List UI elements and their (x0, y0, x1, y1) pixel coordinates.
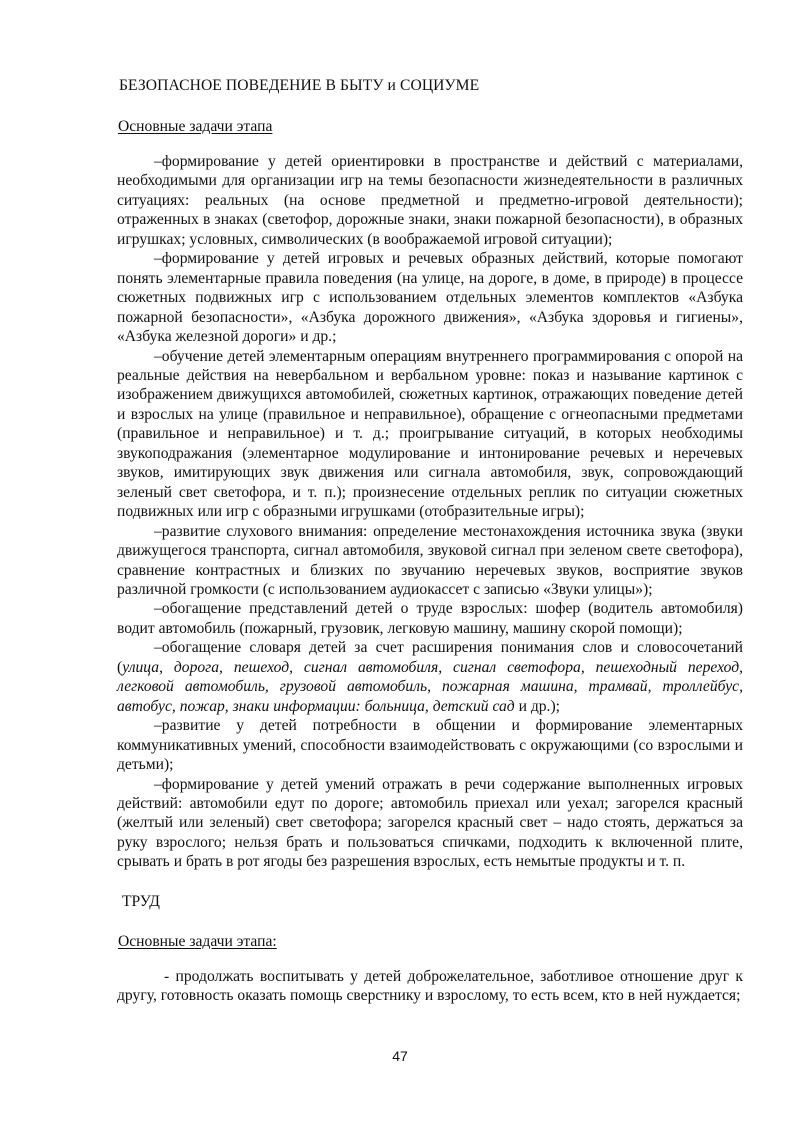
task-paragraph: –обучение детей элементарным операциям внутреннего программирования с опорой на реальные действия на невербальном и вербальном уровне: показ и называние картинок с изображением движущихся автомобилей, сюжетных картинок, отражающих поведение детей и взрослых на улице (правильное и неправильное), обращение с огнеопасными предметами (правильное и неправильное) и т. д.; проигрывание ситуаций, в которых необходимы звукоподражания (элементарное модулирование и интонирование речевых и неречевых звуков, имитирующих звук движения или сигнала автомобиля, звук, сопровождающий зеленый свет светофора, и т. п.); произнесение отдельных реплик по ситуации сюжетных подвижных или игр с образными игрушками (отобразительные игры); (117, 347, 743, 521)
task-paragraph: –формирование у детей ориентировки в пространстве и действий с материалами, необходимыми для организации игр на темы безопасности жизнедеятельности в различных ситуациях: реальных (на основе предметной и предметно-игровой деятельности); отраженных в знаках (светофор, дорожные знаки, знаки пожарной безопасности), в образных игрушках; условных, символических (в воображаемой игровой ситуации); (117, 153, 743, 248)
task-paragraph-vocabulary (117, 638, 743, 716)
section-title-safety: БЕЗОПАСНОЕ ПОВЕДЕНИЕ В БЫТУ и СОЦИУМЕ (119, 77, 480, 94)
section-subtitle-labor: Основные задачи этапа: (118, 933, 277, 950)
task-paragraph: –обогащение представлений детей о труде взрослых: шофер (водитель автомобиля) водит автомобиль (пожарный, грузовик, легковую машину, машину скорой помощи); (117, 600, 743, 637)
task-paragraph: –развитие слухового внимания: определение местонахождения источника звука (звуки движущегося транспорта, сигнал автомобиля, звуковой сигнал при зеленом свете светофора), сравнение контрастных и близких по звучанию неречевых звуков, восприятие звуков различной громкости (с использованием аудиокассет с записью «Звуки улицы»); (117, 522, 743, 598)
section-subtitle-safety: Основные задачи этапа (118, 118, 273, 135)
safety-tasks-text (117, 152, 743, 872)
task-paragraph: –формирование у детей игровых и речевых образных действий, которые помогают понять элементарные правила поведения (на улице, на дороге, в доме, в природе) в процессе сюжетных подвижных игр с использованием отдельных элементов комплектов «Азбука пожарной безопасности», «Азбука дорожного движения», «Азбука здоровья и гигиены», «Азбука железной дороги» и др.; (117, 250, 743, 346)
task-paragraph-tail: и др.); (514, 697, 560, 715)
task-paragraph-lead: –обогащение словаря детей за счет расширения понимания слов и словосочетаний ( (117, 639, 743, 676)
task-paragraph: –формирование у детей умений отражать в речи содержание выполненных игровых действий: автомобили едут по дороге; автомобиль приехал или уехал; загорелся красный (желтый или зеленый) свет светофора; загорелся красный свет – надо стоять, держаться за руку взрослого; нельзя брать и пользоваться спичками, подходить к включенной плите, срывать и брать в рот ягоды без разрешения взрослых, есть немытые продукты и т. п. (117, 775, 743, 871)
task-paragraph: - продолжать воспитывать у детей доброжелательное, заботливое отношение друг к другу, готовность оказать помощь сверстнику и взрослому, то есть всем, кто в ней нуждается; (117, 968, 743, 1005)
page-number: 47 (392, 1048, 408, 1064)
labor-tasks-text (117, 967, 743, 1006)
section-title-labor: ТРУД (122, 893, 160, 910)
task-paragraph: –развитие у детей потребности в общении и формирование элементарных коммуникативных умений, способности взаимодействовать с окружающими (со взрослыми и детьми); (117, 717, 743, 774)
vocabulary-examples: улица, дорога, пешеход, сигнал автомобиля, сигнал светофора, пешеходный переход, легковой автомобиль, грузовой автомобиль, пожарная машина, трамвай, троллейбус, автобус, пожар, знаки информации: больница, детский сад (117, 658, 743, 715)
